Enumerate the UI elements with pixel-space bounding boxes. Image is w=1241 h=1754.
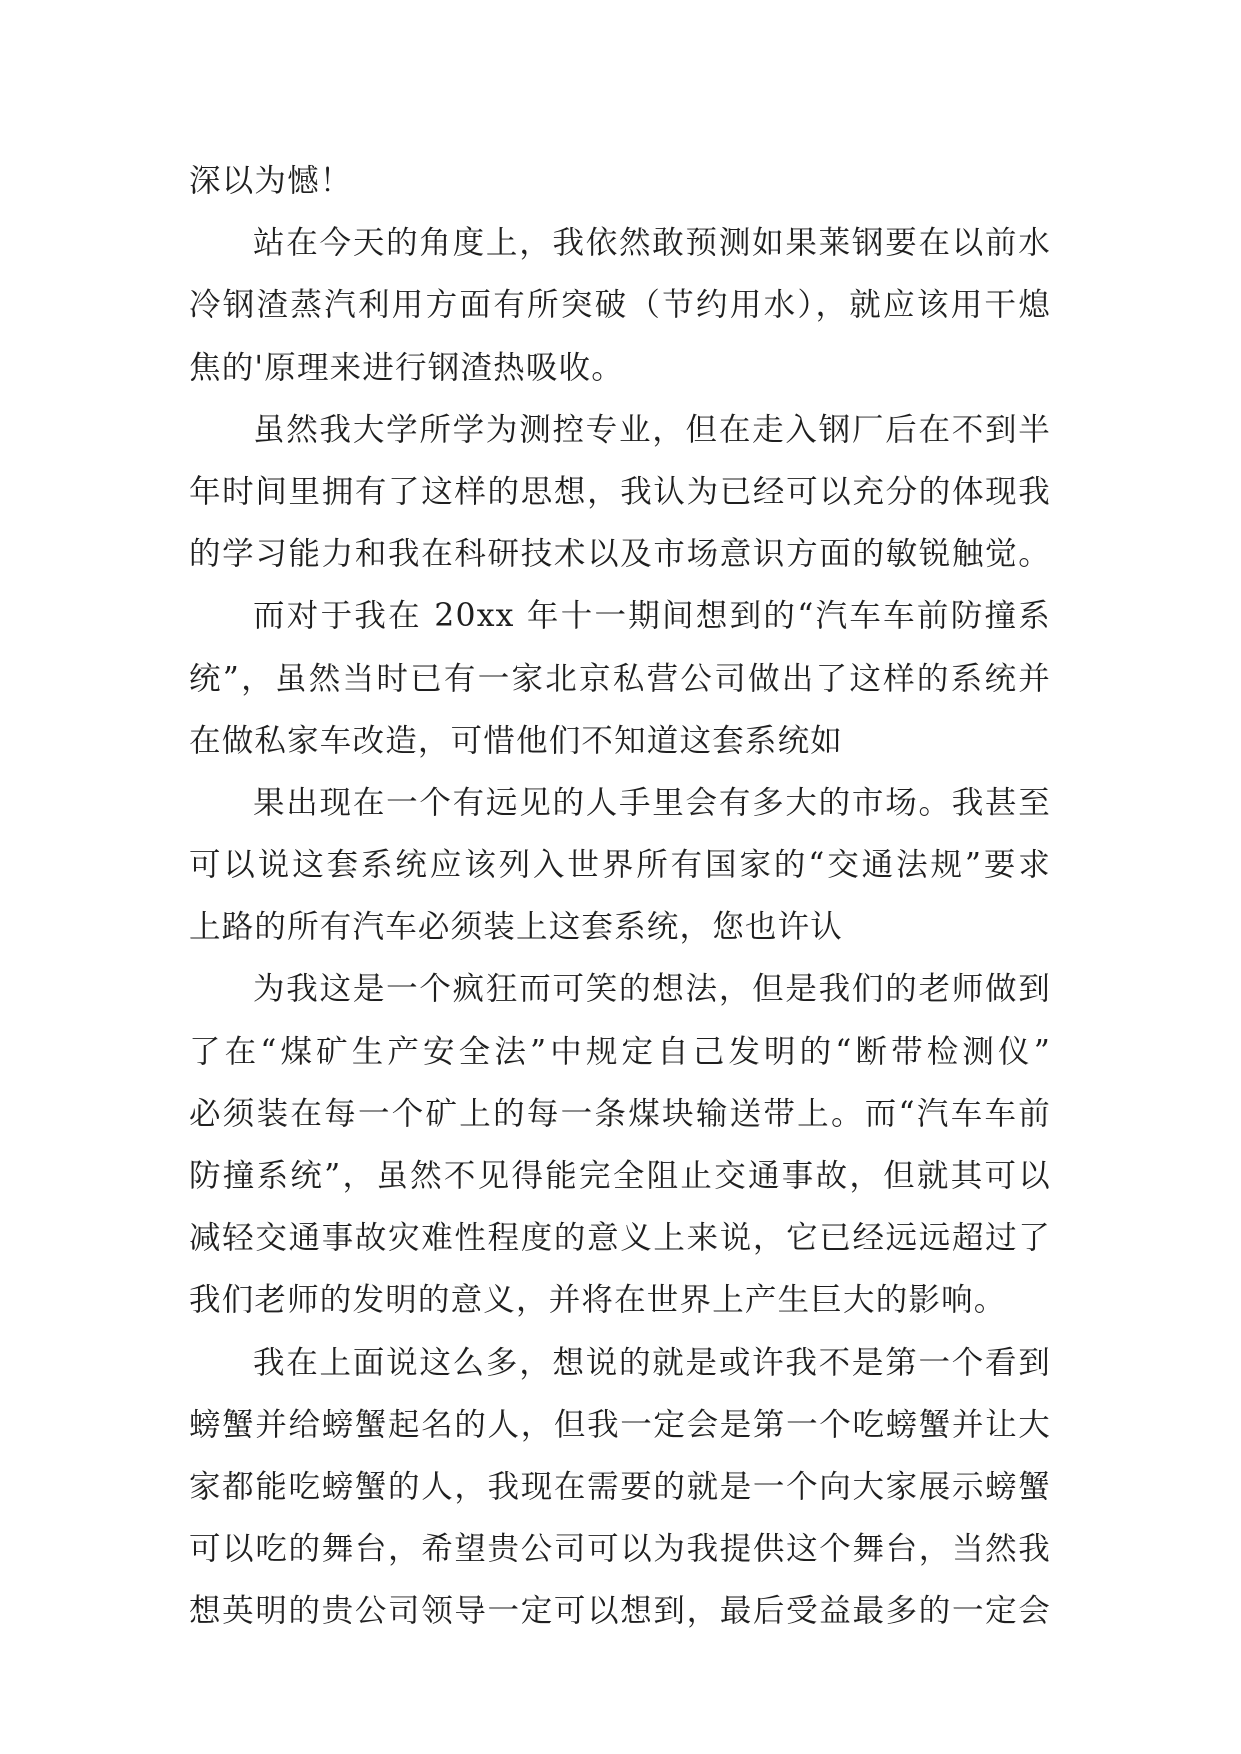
text-line: 家都能吃螃蟹的人，我现在需要的就是一个向大家展示螃蟹 — [189, 1468, 1051, 1505]
text-line: 的学习能力和我在科研技术以及市场意识方面的敏锐触觉。 — [189, 536, 1051, 573]
text-line: 我们老师的发明的意义，并将在世界上产生巨大的影响。 — [189, 1282, 1007, 1319]
text-line: 果出现在一个有远见的人手里会有多大的市场。我甚至 — [253, 784, 1051, 821]
text-line: 上路的所有汽车必须装上这套系统，您也许认 — [189, 909, 844, 946]
text-line: 可以吃的舞台，希望贵公司可以为我提供这个舞台，当然我 — [189, 1531, 1051, 1568]
text-line: 焦的'原理来进行钢渣热吸收。 — [189, 349, 624, 386]
text-line: 螃蟹并给螃蟹起名的人，但我一定会是第一个吃螃蟹并让大 — [189, 1406, 1051, 1443]
text-line: 想英明的贵公司领导一定可以想到，最后受益最多的一定会 — [189, 1593, 1051, 1630]
text-line: 虽然我大学所学为测控专业，但在走入钢厂后在不到半 — [253, 411, 1051, 448]
text-line: 为我这是一个疯狂而可笑的想法，但是我们的老师做到 — [253, 971, 1051, 1008]
text-line: 减轻交通事故灾难性程度的意义上来说，它已经远远超过了 — [189, 1220, 1051, 1257]
text-line: 站在今天的角度上，我依然敢预测如果莱钢要在以前水 — [253, 225, 1051, 262]
text-line: 可以说这套系统应该列入世界所有国家的“交通法规”要求 — [189, 847, 1051, 884]
text-line: 了在“煤矿生产安全法”中规定自己发明的“断带检测仪” — [189, 1033, 1051, 1070]
text-line: 冷钢渣蒸汽利用方面有所突破（节约用水），就应该用干熄 — [189, 287, 1051, 324]
text-line: 而对于我在 20xx 年十一期间想到的“汽车车前防撞系 — [253, 598, 1051, 635]
text-line: 统”，虽然当时已有一家北京私营公司做出了这样的系统并 — [189, 660, 1051, 697]
text-line: 防撞系统”，虽然不见得能完全阻止交通事故，但就其可以 — [189, 1158, 1051, 1194]
text-line: 在做私家车改造，可惜他们不知道这套系统如 — [189, 722, 844, 759]
text-line: 我在上面说这么多，想说的就是或许我不是第一个看到 — [253, 1344, 1051, 1381]
text-line: 深以为憾！ — [189, 163, 353, 199]
text-line: 必须装在每一个矿上的每一条煤块输送带上。而“汽车车前 — [189, 1095, 1051, 1132]
document-body-text — [189, 150, 1051, 1643]
text-line: 年时间里拥有了这样的思想，我认为已经可以充分的体现我 — [189, 473, 1051, 510]
